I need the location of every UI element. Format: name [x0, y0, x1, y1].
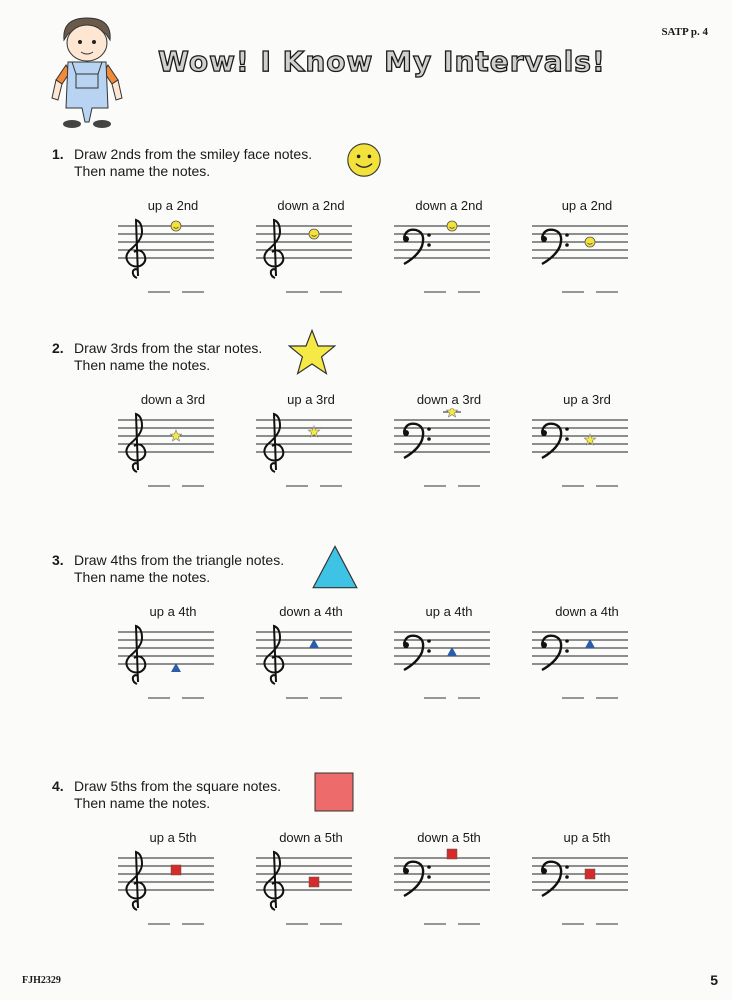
- interval-label: up a 3rd: [563, 392, 611, 407]
- section-number: 1.: [52, 146, 64, 162]
- square-note: [447, 849, 457, 859]
- treble-staff: [118, 846, 228, 930]
- smiley-note: [171, 221, 181, 231]
- interval-label: up a 3rd: [287, 392, 335, 407]
- square-note: [309, 877, 319, 887]
- bass-clef-icon: [541, 636, 569, 670]
- bass-clef-icon: [403, 424, 431, 458]
- bass-staff: [394, 408, 504, 492]
- instruction-line-2: Then name the notes.: [74, 357, 211, 373]
- treble-clef-icon: [126, 626, 145, 684]
- interval-label: down a 5th: [279, 830, 343, 845]
- interval-label: down a 5th: [417, 830, 481, 845]
- interval-label: down a 3rd: [416, 392, 482, 407]
- interval-label: up a 4th: [149, 604, 197, 619]
- interval-label: down a 4th: [555, 604, 619, 619]
- smiley-note: [585, 237, 595, 247]
- interval-label: down a 4th: [279, 604, 343, 619]
- interval-label: down a 2nd: [415, 198, 483, 213]
- smiley-note: [447, 221, 457, 231]
- triangle-icon: [312, 544, 358, 590]
- publisher-code: FJH2329: [22, 975, 61, 986]
- instruction-line-2: Then name the notes.: [74, 795, 211, 811]
- treble-clef-icon: [126, 852, 145, 910]
- treble-staff: [118, 214, 228, 298]
- instruction-line-2: Then name the notes.: [74, 163, 211, 179]
- square-icon: [314, 772, 354, 812]
- section-number: 2.: [52, 340, 64, 356]
- bass-clef-icon: [403, 862, 431, 896]
- treble-clef-icon: [264, 414, 283, 472]
- treble-clef-icon: [264, 626, 283, 684]
- instruction-line-2: Then name the notes.: [74, 569, 211, 585]
- interval-label: up a 5th: [149, 830, 197, 845]
- interval-label: up a 5th: [563, 830, 611, 845]
- bass-staff: [394, 214, 504, 298]
- smiley-note: [309, 229, 319, 239]
- treble-clef-icon: [126, 220, 145, 278]
- smiley-icon: [346, 142, 382, 178]
- page-title: Wow! I Know My Intervals!: [158, 45, 606, 78]
- treble-staff: [118, 408, 228, 492]
- treble-staff: [256, 408, 366, 492]
- instruction-line-1: Draw 3rds from the star notes.: [74, 340, 263, 356]
- treble-staff: [256, 214, 366, 298]
- bass-clef-icon: [541, 230, 569, 264]
- bass-clef-icon: [403, 230, 431, 264]
- boy-illustration: [42, 10, 132, 130]
- interval-label: down a 3rd: [140, 392, 206, 407]
- treble-clef-icon: [264, 220, 283, 278]
- section-number: 4.: [52, 778, 64, 794]
- bass-staff: [532, 846, 642, 930]
- interval-label: up a 4th: [425, 604, 473, 619]
- section-number: 3.: [52, 552, 64, 568]
- bass-staff: [532, 214, 642, 298]
- square-note: [585, 869, 595, 879]
- treble-staff: [118, 620, 228, 704]
- interval-label: up a 2nd: [147, 198, 199, 213]
- bass-clef-icon: [541, 862, 569, 896]
- treble-staff: [256, 846, 366, 930]
- square-note: [171, 865, 181, 875]
- page-reference: SATP p. 4: [661, 26, 708, 38]
- interval-label: down a 2nd: [277, 198, 345, 213]
- instruction-line-1: Draw 2nds from the smiley face notes.: [74, 146, 313, 162]
- treble-clef-icon: [126, 414, 145, 472]
- bass-staff: [532, 620, 642, 704]
- bass-clef-icon: [541, 424, 569, 458]
- page-number: 5: [710, 972, 718, 988]
- star-note: [170, 430, 181, 441]
- treble-staff: [256, 620, 366, 704]
- bass-staff: [394, 620, 504, 704]
- star-icon: [288, 328, 336, 376]
- treble-clef-icon: [264, 852, 283, 910]
- bass-staff: [394, 846, 504, 930]
- bass-clef-icon: [403, 636, 431, 670]
- bass-staff: [532, 408, 642, 492]
- interval-label: up a 2nd: [561, 198, 613, 213]
- instruction-line-1: Draw 5ths from the square notes.: [74, 778, 281, 794]
- instruction-line-1: Draw 4ths from the triangle notes.: [74, 552, 285, 568]
